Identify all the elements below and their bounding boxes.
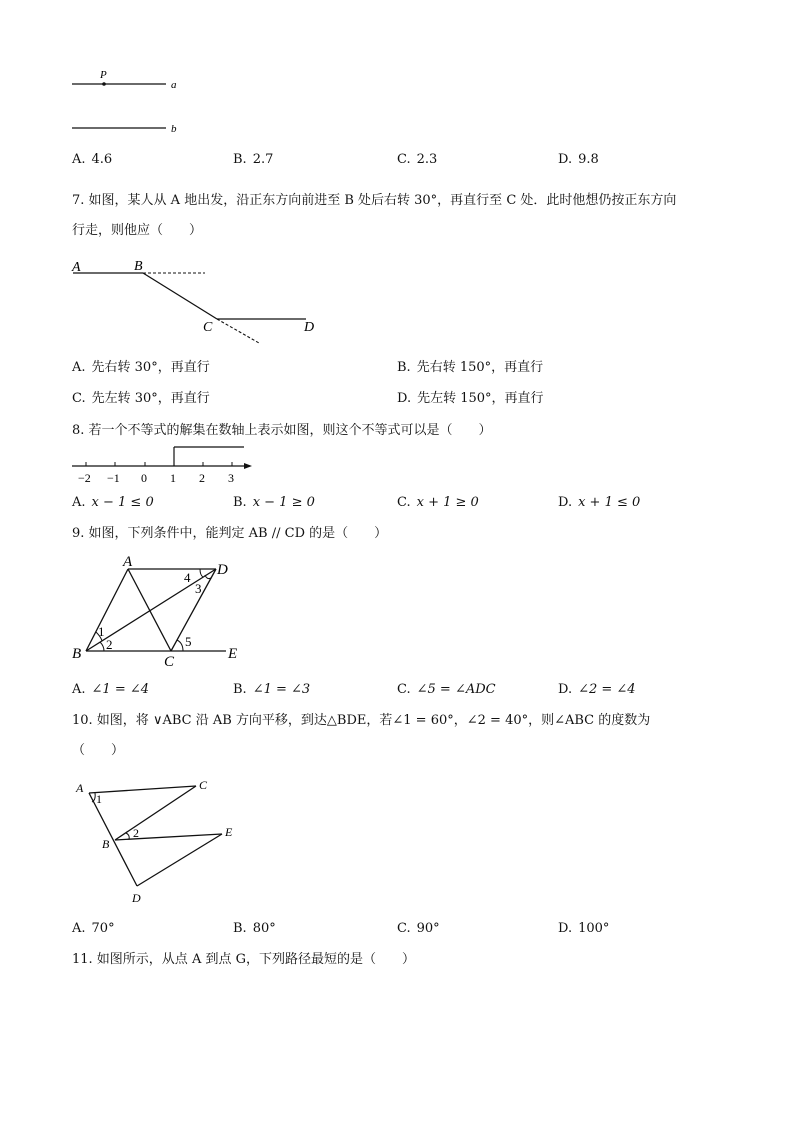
- segment-DE: [137, 834, 222, 886]
- tick-label: −2: [78, 471, 91, 485]
- option-text: 先左转 30°，再直行: [91, 391, 210, 406]
- q10-option-c[interactable]: [397, 921, 440, 937]
- option-text: ∠1 = ∠4: [91, 682, 150, 697]
- tick-label: −1: [107, 471, 120, 485]
- label-A: A: [72, 260, 81, 275]
- option-text: 100°: [578, 921, 610, 936]
- q7-stem-line1: 7. 如图，某人从 A 地出发，沿正东方向前进至 B 处后右转 30°，再直行至 C 处．此时他想仍按正东方向: [72, 193, 677, 208]
- option-letter: D.: [558, 682, 573, 697]
- option-letter: B.: [397, 360, 411, 375]
- label-E: E: [228, 646, 238, 662]
- label-A: A: [123, 554, 133, 570]
- label-D: D: [304, 320, 315, 335]
- option-text: x + 1 ≤ 0: [578, 495, 641, 510]
- label-C: C: [164, 654, 175, 670]
- option-letter: D.: [558, 921, 573, 936]
- option-text: x + 1 ≥ 0: [416, 495, 479, 510]
- segment-BE: [115, 834, 222, 840]
- option-text: 2.3: [416, 152, 438, 167]
- segment-BC: [115, 786, 196, 840]
- angle-label-5: 5: [185, 634, 192, 649]
- label-D: D: [217, 562, 228, 578]
- angle-label-2: 2: [106, 637, 113, 652]
- option-letter: C.: [72, 391, 86, 406]
- segment-AC: [89, 786, 196, 793]
- q7-stem-line2: 行走，则他应（ ）: [72, 223, 203, 238]
- option-text: 80°: [252, 921, 276, 936]
- option-text: ∠2 = ∠4: [578, 682, 636, 697]
- option-letter: B.: [233, 682, 247, 697]
- option-letter: B.: [233, 921, 247, 936]
- option-text: 先右转 30°，再直行: [91, 360, 210, 375]
- tick-label: 1: [170, 471, 176, 485]
- option-text: 4.6: [91, 152, 113, 167]
- tick-label: 3: [228, 471, 234, 485]
- angle-label-3: 3: [195, 581, 202, 596]
- option-text: ∠1 = ∠3: [252, 682, 311, 697]
- option-letter: D.: [558, 152, 573, 167]
- q10-stem-line2: （ ）: [72, 743, 125, 758]
- option-letter: D.: [397, 391, 412, 406]
- option-letter: C.: [397, 682, 411, 697]
- option-letter: C.: [397, 495, 411, 510]
- option-text: x − 1 ≤ 0: [91, 495, 154, 510]
- label-P: P: [100, 69, 107, 81]
- option-letter: A.: [72, 682, 86, 697]
- option-text: 9.8: [578, 152, 599, 167]
- label-a: a: [171, 79, 177, 91]
- option-letter: C.: [397, 921, 411, 936]
- angle-arc-2: [126, 833, 129, 839]
- option-letter: B.: [233, 152, 247, 167]
- q10-option-d[interactable]: [558, 921, 609, 937]
- label-A: A: [76, 781, 84, 795]
- label-B: B: [134, 259, 143, 274]
- option-letter: D.: [558, 495, 573, 510]
- option-letter: A.: [72, 360, 86, 375]
- label-D: D: [132, 891, 141, 905]
- option-text: x − 1 ≥ 0: [252, 495, 315, 510]
- option-letter: C.: [397, 152, 411, 167]
- q10-option-b[interactable]: [233, 921, 276, 937]
- option-letter: B.: [233, 495, 247, 510]
- q8-stem: 8. 若一个不等式的解集在数轴上表示如图，则这个不等式可以是（ ）: [72, 423, 492, 438]
- label-B: B: [102, 837, 110, 851]
- option-text: 2.7: [252, 152, 274, 167]
- angle-label-4: 4: [184, 570, 191, 585]
- option-letter: A.: [72, 152, 86, 167]
- label-C: C: [203, 320, 213, 335]
- q9-stem: 9. 如图，下列条件中，能判定 AB // CD 的是（ ）: [72, 526, 388, 541]
- label-B: B: [72, 646, 82, 662]
- option-text: 先右转 150°，再直行: [416, 360, 544, 375]
- option-text: 90°: [416, 921, 440, 936]
- option-text: 先左转 150°，再直行: [417, 391, 544, 406]
- label-b: b: [171, 123, 177, 135]
- q11-stem: 11. 如图所示，从点 A 到点 G，下列路径最短的是（ ）: [72, 952, 415, 967]
- option-letter: A.: [72, 921, 86, 936]
- tick-label: 2: [199, 471, 205, 485]
- angle-label-1: 1: [96, 792, 102, 806]
- label-C: C: [199, 778, 208, 792]
- angle-label-1: 1: [98, 624, 105, 639]
- q10-stem-line1: 10. 如图，将 ∨ABC 沿 AB 方向平移，到达△BDE，若∠1 = 60°，∠2 = 40°，则∠ABC 的度数为: [72, 713, 651, 728]
- option-text: ∠5 = ∠ADC: [416, 682, 496, 697]
- label-E: E: [225, 825, 233, 839]
- angle-label-2: 2: [133, 826, 139, 840]
- tick-label: 0: [141, 471, 147, 485]
- option-text: 70°: [91, 921, 115, 936]
- option-letter: A.: [72, 495, 86, 510]
- q10-option-a[interactable]: [72, 921, 115, 937]
